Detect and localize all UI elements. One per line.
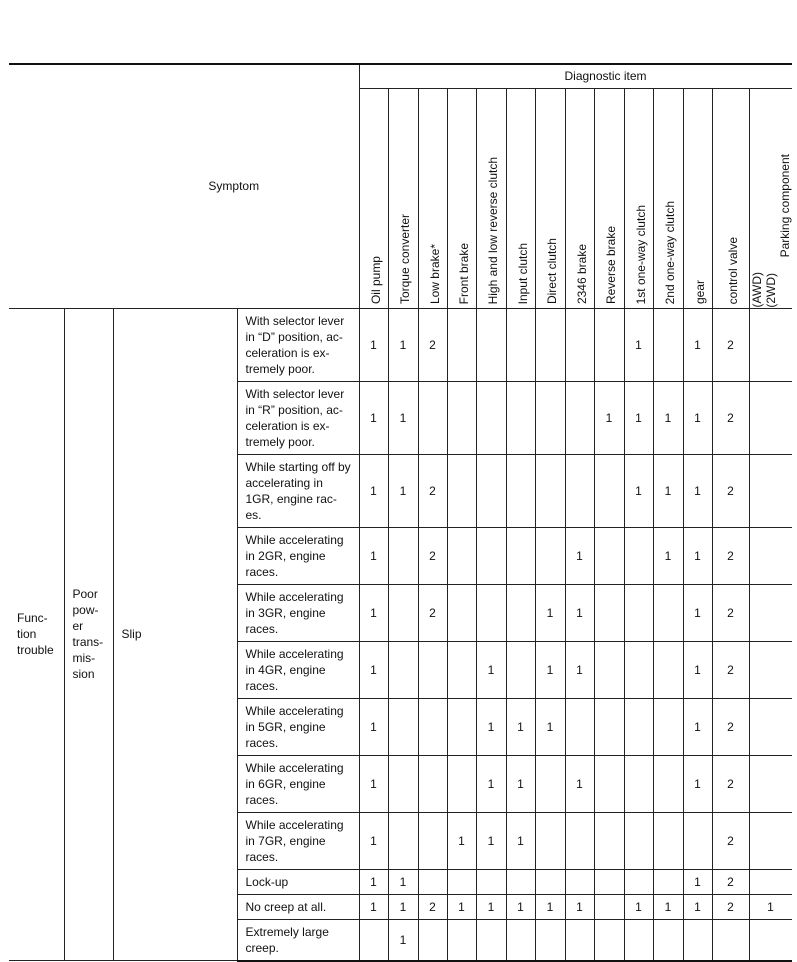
value-cell: 1 [388,869,418,894]
value-cell: 2 [418,584,447,641]
value-cell [749,584,792,641]
value-cell: 1 [683,527,712,584]
value-cell [476,919,506,961]
value-cell [476,308,506,381]
value-cell [653,919,683,961]
value-cell [388,812,418,869]
group-slip: Slip [113,308,237,961]
value-cell [624,919,653,961]
value-cell: 1 [388,919,418,961]
value-cell [624,641,653,698]
column-header [388,88,418,308]
value-cell: 1 [476,812,506,869]
value-cell [565,698,594,755]
value-cell: 1 [683,894,712,919]
value-cell [506,308,535,381]
value-cell: 1 [683,381,712,454]
value-cell [447,869,476,894]
column-header [506,88,535,308]
value-cell [476,454,506,527]
column-header [594,88,624,308]
value-cell [749,755,792,812]
value-cell [624,755,653,812]
value-cell [418,919,447,961]
value-cell: 2 [712,308,749,381]
value-cell: 1 [653,454,683,527]
column-header-label: Reverse brake [604,226,618,305]
value-cell [506,381,535,454]
column-header [359,88,388,308]
column-header [476,88,506,308]
value-cell [565,454,594,527]
value-cell: 1 [359,869,388,894]
value-cell: 1 [359,698,388,755]
value-cell [565,381,594,454]
value-cell [594,698,624,755]
column-header-label: Direct clutch [545,238,559,305]
column-header-label: Low brake* [427,244,442,305]
value-cell: 2 [418,527,447,584]
value-cell [653,869,683,894]
value-cell: 2 [712,755,749,812]
symptom-cell: No creep at all. [237,894,359,919]
column-header-label: Front brake [456,243,471,305]
value-cell [653,641,683,698]
value-cell [749,527,792,584]
value-cell: 1 [624,308,653,381]
value-cell: 2 [712,698,749,755]
value-cell [506,919,535,961]
column-header-label: gear [692,280,707,305]
value-cell: 1 [749,894,792,919]
value-cell: 1 [388,381,418,454]
value-cell: 1 [565,755,594,812]
column-header [447,88,476,308]
value-cell: 1 [506,894,535,919]
value-cell [447,698,476,755]
value-cell [476,584,506,641]
column-header-parking [749,88,792,308]
column-header-label: Oil pump [368,256,383,305]
value-cell [594,869,624,894]
value-cell [447,919,476,961]
value-cell [535,755,565,812]
value-cell [418,869,447,894]
value-cell: 1 [476,641,506,698]
column-header-label: 2nd one-way clutch [663,201,677,305]
value-cell [624,869,653,894]
group-poor-power-transmission: Poor pow- er trans- mis- sion [64,308,113,961]
value-cell [535,527,565,584]
value-cell [388,584,418,641]
value-cell [418,812,447,869]
value-cell: 1 [535,894,565,919]
value-cell [476,869,506,894]
value-cell: 1 [683,641,712,698]
value-cell [447,308,476,381]
value-cell: 2 [418,308,447,381]
value-cell [418,641,447,698]
value-cell: 1 [594,381,624,454]
value-cell [506,641,535,698]
value-cell [653,698,683,755]
symptom-header: Symptom [9,64,359,308]
column-header [683,88,712,308]
value-cell [653,812,683,869]
value-cell [594,641,624,698]
value-cell [594,308,624,381]
symptom-cell: With selector lever in “R” position, ac- celeration is ex- tremely poor. [237,381,359,454]
value-cell: 1 [359,894,388,919]
column-header-label: 1st one-way clutch [633,205,648,305]
value-cell: 1 [476,698,506,755]
value-cell: 1 [359,454,388,527]
value-cell: 2 [712,381,749,454]
value-cell [535,381,565,454]
value-cell: 1 [535,641,565,698]
diagnostic-item-header: Diagnostic item [359,64,792,88]
diagnostic-table [9,63,792,962]
column-header [712,88,749,308]
value-cell: 2 [712,454,749,527]
value-cell [624,584,653,641]
column-header [418,88,447,308]
value-cell: 1 [447,894,476,919]
value-cell: 1 [565,894,594,919]
value-cell [447,584,476,641]
value-cell [594,755,624,812]
value-cell [447,755,476,812]
value-cell: 1 [359,381,388,454]
column-header-label: control valve [725,237,740,305]
value-cell [594,454,624,527]
value-cell: 2 [712,584,749,641]
value-cell: 1 [359,527,388,584]
value-cell [535,869,565,894]
value-cell [624,698,653,755]
value-cell [749,698,792,755]
value-cell [594,584,624,641]
value-cell [749,454,792,527]
value-cell: 1 [506,698,535,755]
column-header [535,88,565,308]
value-cell: 1 [683,454,712,527]
column-header-label: High and low reverse clutch [486,157,500,305]
value-cell: 2 [418,894,447,919]
value-cell: 1 [359,812,388,869]
value-cell: 1 [683,698,712,755]
value-cell [535,308,565,381]
value-cell [447,527,476,584]
value-cell: 1 [476,755,506,812]
value-cell [565,308,594,381]
value-cell: 1 [565,641,594,698]
column-header-label: Input clutch [515,243,530,305]
value-cell: 1 [565,527,594,584]
value-cell [388,698,418,755]
column-header-parking-line2: (2WD) [763,272,778,308]
symptom-cell: While accelerating in 7GR, engine races. [237,812,359,869]
value-cell [476,527,506,584]
value-cell [506,527,535,584]
column-header-label: 2346 brake [574,244,589,305]
value-cell: 1 [565,584,594,641]
value-cell [653,755,683,812]
value-cell: 1 [359,584,388,641]
value-cell [506,869,535,894]
value-cell: 1 [653,894,683,919]
value-cell [683,919,712,961]
column-header [624,88,653,308]
value-cell [565,812,594,869]
value-cell [749,812,792,869]
value-cell: 2 [712,812,749,869]
value-cell [749,869,792,894]
value-cell: 1 [388,454,418,527]
value-cell [594,919,624,961]
group-function-trouble: Func- tion trouble [9,308,64,961]
value-cell: 1 [359,755,388,812]
value-cell [594,812,624,869]
column-header [565,88,594,308]
symptom-cell: Lock-up [237,869,359,894]
value-cell: 1 [624,381,653,454]
value-cell [624,527,653,584]
value-cell [594,894,624,919]
value-cell [418,698,447,755]
value-cell [359,919,388,961]
value-cell [749,381,792,454]
value-cell [653,584,683,641]
value-cell [565,919,594,961]
symptom-cell: While accelerating in 5GR, engine races. [237,698,359,755]
value-cell [388,755,418,812]
value-cell [447,454,476,527]
value-cell: 1 [624,454,653,527]
value-cell [506,454,535,527]
symptom-cell: While starting off by accelerating in 1GR, engine rac- es. [237,454,359,527]
symptom-cell: While accelerating in 4GR, engine races. [237,641,359,698]
value-cell: 1 [359,308,388,381]
column-header-label: Torque converter [398,214,412,305]
value-cell [535,812,565,869]
value-cell: 1 [653,527,683,584]
symptom-cell: Extremely large creep. [237,919,359,961]
value-cell: 1 [476,894,506,919]
value-cell [418,755,447,812]
value-cell [447,381,476,454]
value-cell [653,308,683,381]
value-cell: 1 [653,381,683,454]
value-cell [535,919,565,961]
value-cell: 2 [418,454,447,527]
value-cell [506,584,535,641]
value-cell [712,919,749,961]
column-header-parking-line3: (AWD) [749,271,764,308]
value-cell [388,641,418,698]
value-cell: 2 [712,894,749,919]
value-cell [749,919,792,961]
value-cell: 2 [712,641,749,698]
symptom-cell: While accelerating in 3GR, engine races. [237,584,359,641]
column-header [653,88,683,308]
value-cell: 1 [447,812,476,869]
value-cell: 1 [683,869,712,894]
value-cell [565,869,594,894]
value-cell: 1 [506,812,535,869]
value-cell [447,641,476,698]
column-header-parking-line1: Parking component [777,154,792,258]
value-cell [749,308,792,381]
value-cell [535,454,565,527]
value-cell: 1 [535,584,565,641]
value-cell: 1 [683,308,712,381]
value-cell: 1 [388,308,418,381]
symptom-cell: While accelerating in 6GR, engine races. [237,755,359,812]
value-cell [624,812,653,869]
value-cell [388,527,418,584]
value-cell: 2 [712,527,749,584]
value-cell [683,812,712,869]
value-cell: 1 [683,584,712,641]
value-cell: 1 [535,698,565,755]
value-cell: 2 [712,869,749,894]
value-cell [749,641,792,698]
value-cell [594,527,624,584]
value-cell [476,381,506,454]
value-cell: 1 [624,894,653,919]
value-cell: 1 [359,641,388,698]
value-cell: 1 [506,755,535,812]
value-cell: 1 [683,755,712,812]
value-cell: 1 [388,894,418,919]
symptom-cell: With selector lever in “D” position, ac- celeration is ex- tremely poor. [237,308,359,381]
table-row [9,308,792,381]
value-cell [418,381,447,454]
symptom-cell: While accelerating in 2GR, engine races. [237,527,359,584]
